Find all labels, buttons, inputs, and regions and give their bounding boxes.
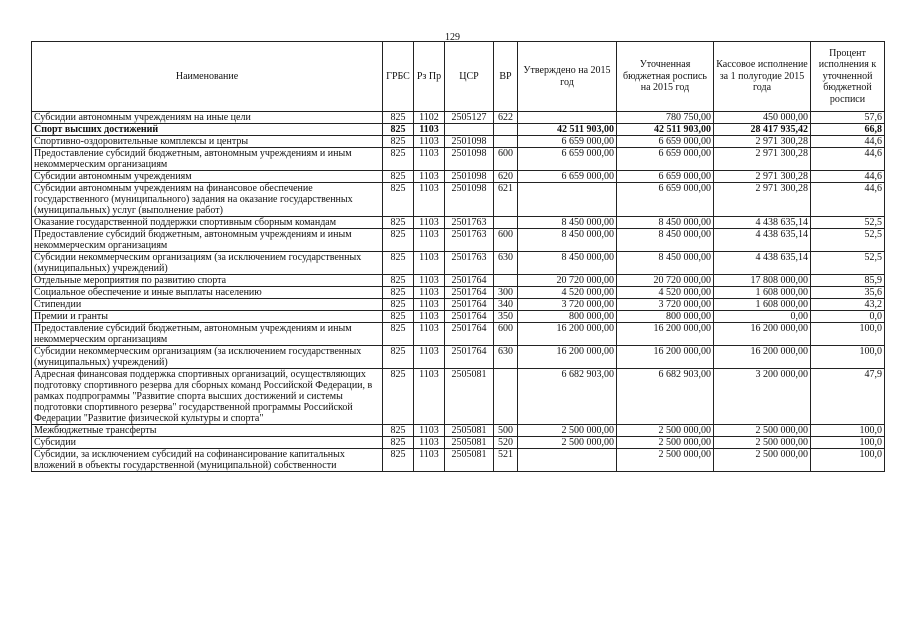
cell-refined: 16 200 000,00 <box>617 323 714 346</box>
cell-grbs: 825 <box>383 252 414 275</box>
cell-cash: 16 200 000,00 <box>714 346 811 369</box>
cell-cash: 0,00 <box>714 311 811 323</box>
table-row <box>32 136 885 148</box>
cell-grbs: 825 <box>383 183 414 217</box>
cell-approved: 16 200 000,00 <box>518 346 617 369</box>
cell-grbs: 825 <box>383 346 414 369</box>
cell-approved: 2 500 000,00 <box>518 425 617 437</box>
table-row <box>32 323 885 346</box>
cell-cash: 16 200 000,00 <box>714 323 811 346</box>
cell-approved: 6 659 000,00 <box>518 148 617 171</box>
cell-name: Субсидии автономным учреждениям на иные цели <box>32 112 383 124</box>
cell-vr: 600 <box>494 229 518 252</box>
cell-grbs: 825 <box>383 136 414 148</box>
cell-cash: 4 438 635,14 <box>714 229 811 252</box>
cell-refined: 16 200 000,00 <box>617 346 714 369</box>
cell-grbs: 825 <box>383 148 414 171</box>
cell-name: Субсидии автономным учреждениям <box>32 171 383 183</box>
cell-csr: 2501764 <box>445 287 494 299</box>
cell-cash: 28 417 935,42 <box>714 124 811 136</box>
cell-csr: 2501763 <box>445 217 494 229</box>
cell-cash: 1 608 000,00 <box>714 287 811 299</box>
table-row <box>32 299 885 311</box>
cell-csr: 2501764 <box>445 346 494 369</box>
cell-percent: 100,0 <box>811 346 885 369</box>
table-row <box>32 148 885 171</box>
cell-approved: 6 659 000,00 <box>518 171 617 183</box>
header-approved: Утверждено на 2015 год <box>518 42 617 112</box>
cell-cash: 2 971 300,28 <box>714 183 811 217</box>
header-rzpr: Рз Пр <box>414 42 445 112</box>
cell-percent: 35,6 <box>811 287 885 299</box>
cell-approved: 16 200 000,00 <box>518 323 617 346</box>
table-row <box>32 437 885 449</box>
cell-refined: 6 659 000,00 <box>617 136 714 148</box>
cell-name: Отдельные мероприятия по развитию спорта <box>32 275 383 287</box>
cell-approved <box>518 449 617 472</box>
cell-rzpr: 1103 <box>414 311 445 323</box>
cell-approved: 6 682 903,00 <box>518 369 617 425</box>
cell-csr: 2501763 <box>445 229 494 252</box>
table-row <box>32 311 885 323</box>
cell-percent: 57,6 <box>811 112 885 124</box>
cell-grbs: 825 <box>383 287 414 299</box>
cell-percent: 44,6 <box>811 171 885 183</box>
cell-cash: 2 500 000,00 <box>714 425 811 437</box>
header-name: Наименование <box>32 42 383 112</box>
cell-name: Субсидии некоммерческим организациям (за исключением государственных (муниципальных) учреждений) <box>32 346 383 369</box>
cell-name: Премии и гранты <box>32 311 383 323</box>
cell-rzpr: 1103 <box>414 437 445 449</box>
cell-percent: 47,9 <box>811 369 885 425</box>
cell-percent: 66,8 <box>811 124 885 136</box>
cell-percent: 85,9 <box>811 275 885 287</box>
cell-refined: 42 511 903,00 <box>617 124 714 136</box>
cell-approved: 8 450 000,00 <box>518 217 617 229</box>
cell-vr: 300 <box>494 287 518 299</box>
cell-rzpr: 1103 <box>414 124 445 136</box>
cell-grbs: 825 <box>383 229 414 252</box>
cell-vr: 622 <box>494 112 518 124</box>
page-number: 129 <box>445 32 460 43</box>
cell-grbs: 825 <box>383 437 414 449</box>
cell-csr: 2501764 <box>445 311 494 323</box>
cell-rzpr: 1103 <box>414 369 445 425</box>
cell-name: Адресная финансовая поддержка спортивных организаций, осуществляющих подготовку спортивного резерва для сборных команд Российской Федерации, в рамках подпрограммы "Развитие спорта высших достижений и системы подготовки спортивного резерва" государственной программы Российской Федерации "Развитие физической культуры и спорта" <box>32 369 383 425</box>
header-percent: Процент исполнения к уточненной бюджетной росписи <box>811 42 885 112</box>
cell-name: Субсидии, за исключением субсидий на софинансирование капитальных вложений в объекты государственной (муниципальной) собственности <box>32 449 383 472</box>
cell-name: Субсидии некоммерческим организациям (за исключением государственных (муниципальных) учреждений) <box>32 252 383 275</box>
cell-cash: 4 438 635,14 <box>714 252 811 275</box>
cell-approved: 4 520 000,00 <box>518 287 617 299</box>
cell-percent: 52,5 <box>811 217 885 229</box>
cell-cash: 1 608 000,00 <box>714 299 811 311</box>
cell-grbs: 825 <box>383 217 414 229</box>
cell-vr: 620 <box>494 171 518 183</box>
table-row <box>32 369 885 425</box>
cell-vr: 630 <box>494 346 518 369</box>
cell-vr: 521 <box>494 449 518 472</box>
cell-rzpr: 1103 <box>414 299 445 311</box>
cell-refined: 780 750,00 <box>617 112 714 124</box>
table-row <box>32 217 885 229</box>
cell-percent: 100,0 <box>811 449 885 472</box>
cell-percent: 43,2 <box>811 299 885 311</box>
cell-percent: 44,6 <box>811 136 885 148</box>
cell-csr: 2501764 <box>445 299 494 311</box>
cell-refined: 800 000,00 <box>617 311 714 323</box>
cell-approved: 8 450 000,00 <box>518 229 617 252</box>
cell-vr: 350 <box>494 311 518 323</box>
cell-cash: 17 808 000,00 <box>714 275 811 287</box>
cell-cash: 4 438 635,14 <box>714 217 811 229</box>
cell-cash: 2 971 300,28 <box>714 148 811 171</box>
cell-name: Стипендии <box>32 299 383 311</box>
cell-vr: 340 <box>494 299 518 311</box>
header-cash: Кассовое исполнение за 1 полугодие 2015 года <box>714 42 811 112</box>
cell-rzpr: 1103 <box>414 148 445 171</box>
cell-csr: 2505081 <box>445 425 494 437</box>
cell-refined: 6 659 000,00 <box>617 183 714 217</box>
cell-approved: 42 511 903,00 <box>518 124 617 136</box>
cell-csr: 2501098 <box>445 183 494 217</box>
header-vr: ВР <box>494 42 518 112</box>
table-row <box>32 287 885 299</box>
cell-grbs: 825 <box>383 425 414 437</box>
table-body <box>32 112 885 472</box>
cell-grbs: 825 <box>383 323 414 346</box>
cell-rzpr: 1103 <box>414 183 445 217</box>
header-csr: ЦСР <box>445 42 494 112</box>
cell-refined: 4 520 000,00 <box>617 287 714 299</box>
cell-rzpr: 1103 <box>414 217 445 229</box>
cell-csr: 2501764 <box>445 275 494 287</box>
cell-percent: 100,0 <box>811 437 885 449</box>
cell-csr: 2501763 <box>445 252 494 275</box>
cell-approved: 6 659 000,00 <box>518 136 617 148</box>
cell-rzpr: 1103 <box>414 136 445 148</box>
budget-table <box>31 41 885 472</box>
cell-vr: 600 <box>494 148 518 171</box>
cell-approved: 20 720 000,00 <box>518 275 617 287</box>
table-row <box>32 346 885 369</box>
cell-name: Оказание государственной поддержки спортивным сборным командам <box>32 217 383 229</box>
cell-approved: 800 000,00 <box>518 311 617 323</box>
cell-percent: 52,5 <box>811 229 885 252</box>
table-row <box>32 425 885 437</box>
cell-rzpr: 1102 <box>414 112 445 124</box>
table-row <box>32 124 885 136</box>
cell-cash: 2 971 300,28 <box>714 171 811 183</box>
cell-refined: 8 450 000,00 <box>617 252 714 275</box>
cell-vr: 520 <box>494 437 518 449</box>
cell-vr: 630 <box>494 252 518 275</box>
table-row <box>32 275 885 287</box>
cell-percent: 52,5 <box>811 252 885 275</box>
cell-name: Субсидии <box>32 437 383 449</box>
cell-rzpr: 1103 <box>414 252 445 275</box>
cell-approved <box>518 183 617 217</box>
cell-rzpr: 1103 <box>414 425 445 437</box>
table-row <box>32 229 885 252</box>
cell-grbs: 825 <box>383 299 414 311</box>
cell-csr: 2505127 <box>445 112 494 124</box>
cell-rzpr: 1103 <box>414 171 445 183</box>
cell-grbs: 825 <box>383 171 414 183</box>
cell-vr: 600 <box>494 323 518 346</box>
cell-rzpr: 1103 <box>414 346 445 369</box>
cell-csr: 2501098 <box>445 136 494 148</box>
cell-refined: 2 500 000,00 <box>617 437 714 449</box>
cell-percent: 100,0 <box>811 323 885 346</box>
cell-refined: 3 720 000,00 <box>617 299 714 311</box>
table-row <box>32 252 885 275</box>
cell-grbs: 825 <box>383 124 414 136</box>
cell-refined: 20 720 000,00 <box>617 275 714 287</box>
cell-vr <box>494 124 518 136</box>
cell-name: Предоставление субсидий бюджетным, автономным учреждениям и иным некоммерческим организациям <box>32 148 383 171</box>
cell-vr <box>494 369 518 425</box>
table-row <box>32 183 885 217</box>
cell-name: Спорт высших достижений <box>32 124 383 136</box>
cell-cash: 2 971 300,28 <box>714 136 811 148</box>
cell-csr: 2505081 <box>445 369 494 425</box>
cell-rzpr: 1103 <box>414 275 445 287</box>
cell-percent: 44,6 <box>811 148 885 171</box>
cell-vr: 500 <box>494 425 518 437</box>
cell-refined: 6 659 000,00 <box>617 171 714 183</box>
cell-vr <box>494 217 518 229</box>
cell-refined: 2 500 000,00 <box>617 425 714 437</box>
cell-cash: 2 500 000,00 <box>714 449 811 472</box>
cell-approved <box>518 112 617 124</box>
cell-name: Социальное обеспечение и иные выплаты населению <box>32 287 383 299</box>
table-row <box>32 449 885 472</box>
cell-refined: 8 450 000,00 <box>617 217 714 229</box>
header-refined: Уточненная бюджетная роспись на 2015 год <box>617 42 714 112</box>
cell-approved: 3 720 000,00 <box>518 299 617 311</box>
cell-approved: 8 450 000,00 <box>518 252 617 275</box>
cell-name: Предоставление субсидий бюджетным, автономным учреждениям и иным некоммерческим организациям <box>32 229 383 252</box>
cell-refined: 8 450 000,00 <box>617 229 714 252</box>
header-grbs: ГРБС <box>383 42 414 112</box>
cell-name: Межбюджетные трансферты <box>32 425 383 437</box>
cell-csr: 2505081 <box>445 437 494 449</box>
cell-grbs: 825 <box>383 112 414 124</box>
cell-refined: 2 500 000,00 <box>617 449 714 472</box>
cell-grbs: 825 <box>383 369 414 425</box>
cell-approved: 2 500 000,00 <box>518 437 617 449</box>
cell-name: Субсидии автономным учреждениям на финансовое обеспечение государственного (муниципального) задания на оказание государственных (муниципальных) услуг (выполнение работ) <box>32 183 383 217</box>
cell-cash: 3 200 000,00 <box>714 369 811 425</box>
cell-name: Спортивно-оздоровительные комплексы и центры <box>32 136 383 148</box>
table-row <box>32 112 885 124</box>
cell-rzpr: 1103 <box>414 323 445 346</box>
cell-csr: 2505081 <box>445 449 494 472</box>
cell-vr <box>494 275 518 287</box>
cell-refined: 6 682 903,00 <box>617 369 714 425</box>
cell-rzpr: 1103 <box>414 449 445 472</box>
cell-vr: 621 <box>494 183 518 217</box>
cell-percent: 0,0 <box>811 311 885 323</box>
cell-rzpr: 1103 <box>414 229 445 252</box>
cell-grbs: 825 <box>383 311 414 323</box>
cell-cash: 450 000,00 <box>714 112 811 124</box>
cell-grbs: 825 <box>383 275 414 287</box>
header-row <box>32 42 885 112</box>
cell-csr <box>445 124 494 136</box>
cell-grbs: 825 <box>383 449 414 472</box>
cell-percent: 44,6 <box>811 183 885 217</box>
cell-percent: 100,0 <box>811 425 885 437</box>
cell-name: Предоставление субсидий бюджетным, автономным учреждениям и иным некоммерческим организациям <box>32 323 383 346</box>
cell-vr <box>494 136 518 148</box>
cell-rzpr: 1103 <box>414 287 445 299</box>
cell-csr: 2501098 <box>445 171 494 183</box>
cell-refined: 6 659 000,00 <box>617 148 714 171</box>
cell-cash: 2 500 000,00 <box>714 437 811 449</box>
cell-csr: 2501764 <box>445 323 494 346</box>
table-row <box>32 171 885 183</box>
cell-csr: 2501098 <box>445 148 494 171</box>
